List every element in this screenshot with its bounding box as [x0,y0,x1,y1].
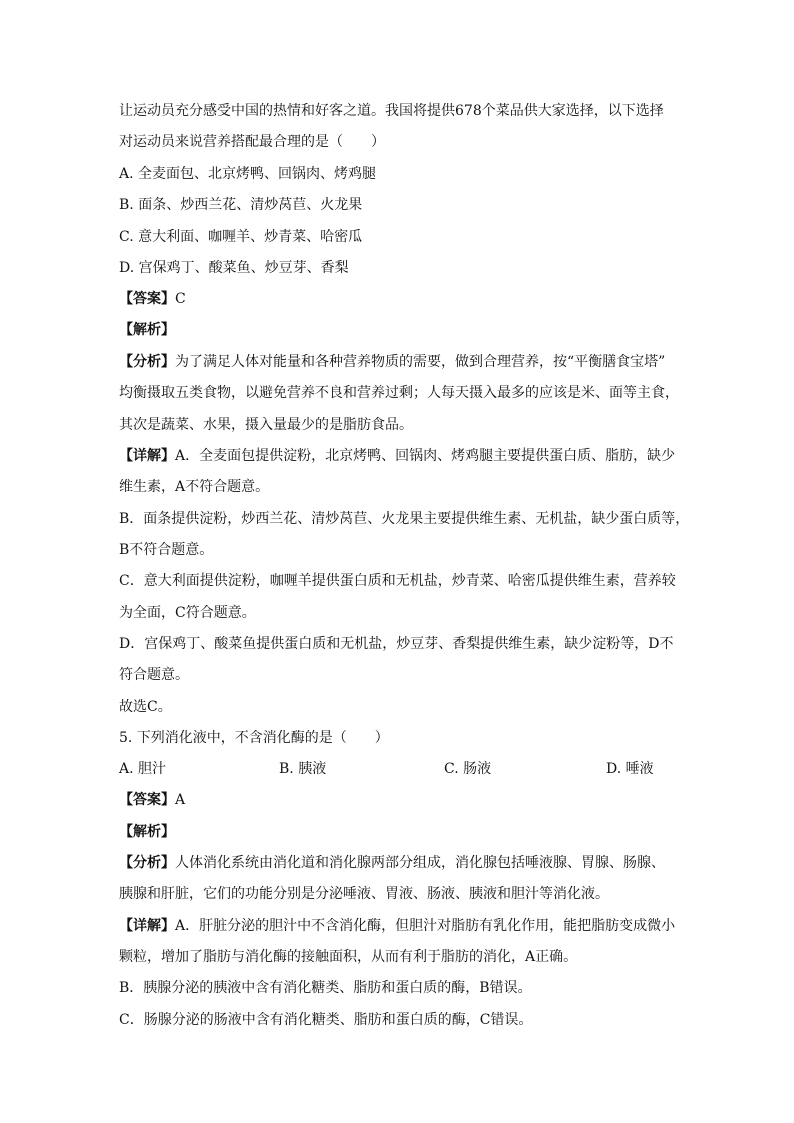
q4-answer-label: 【答案】 [119,291,175,307]
q4-conclusion: 故选C。 [119,699,172,715]
q5-xiangjie-line-2: 颗粒，增加了脂肪与消化酶的接触面积，从而有利于脂肪的消化，A正确。 [119,949,578,965]
q5-answer-value: A [175,792,186,808]
q5-option-a: A. 胆汁 [119,761,167,777]
q4-xiangjie-line-8: 符合题意。 [119,667,189,683]
q4-xiangjie-line-6: 为全面，C符合题意。 [119,605,256,621]
q4-xiangjie-label: 【详解】 [119,448,175,464]
q5-option-c: C. 肠液 [444,761,492,777]
q5-answer-label: 【答案】 [119,792,175,808]
q4-jiexi-label: 【解析】 [119,322,175,338]
q4-xiangjie-line-2: 维生素，A不符合题意。 [119,479,270,495]
q5-option-d: D. 唾液 [606,761,654,777]
q4-option-d: D. 宫保鸡丁、酸菜鱼、炒豆芽、香梨 [119,260,349,276]
q5-jiexi-label: 【解析】 [119,824,175,840]
q5-option-b: B. 胰液 [279,761,327,777]
q5-stem: 5. 下列消化液中，不含消化酶的是（ ） [119,730,389,746]
q5-xiangjie-text-1: A．肝脏分泌的胆汁中不含消化酶，但胆汁对脂肪有乳化作用，能把脂肪变成微小 [175,918,676,934]
q5-xiangjie-label: 【详解】 [119,918,175,934]
q5-answer [119,790,679,810]
q4-xiangjie-text-1: A．全麦面包提供淀粉，北京烤鸭、回锅肉、烤鸡腿主要提供蛋白质、脂肪，缺少 [175,448,676,464]
q4-fenxi-line-1 [119,352,679,372]
q4-fenxi-line-2: 均衡摄取五类食物，以避免营养不良和营养过剩；人每天摄入最多的应该是米、面等主食， [119,385,679,401]
q5-fenxi-text-1: 人体消化系统由消化道和消化腺两部分组成，消化腺包括唾液腺、胃腺、肠腺、 [175,855,665,871]
q4-answer-value: C [175,291,186,307]
q4-stem-line-2: 对运动员来说营养搭配最合理的是（ ） [119,134,385,150]
q4-fenxi-text-1: 为了满足人体对能量和各种营养物质的需要，做到合理营养，按“平衡膳食宝塔” [175,354,666,370]
q4-fenxi-line-3: 其次是蔬菜、水果，摄入量最少的是脂肪食品。 [119,417,413,433]
q5-fenxi-label: 【分析】 [119,855,175,871]
q4-option-a: A. 全麦面包、北京烤鸭、回锅肉、烤鸡腿 [119,166,377,182]
q4-fenxi-label: 【分析】 [119,354,175,370]
q4-xiangjie-line-3: B．面条提供淀粉，炒西兰花、清炒莴苣、火龙果主要提供维生素、无机盐，缺少蛋白质等， [119,511,690,527]
q5-xiangjie-line-4: C．肠腺分泌的肠液中含有消化糖类、脂肪和蛋白质的酶，C错误。 [119,1012,533,1028]
q5-xiangjie-line-3: B．胰腺分泌的胰液中含有消化糖类、脂肪和蛋白质的酶，B错误。 [119,980,532,996]
q4-xiangjie-line-5: C．意大利面提供淀粉，咖喱羊提供蛋白质和无机盐，炒青菜、哈密瓜提供维生素，营养较 [119,573,676,589]
q4-xiangjie-line-4: B不符合题意。 [119,542,214,558]
q4-option-c: C. 意大利面、咖喱羊、炒青菜、哈密瓜 [119,229,363,245]
q4-answer [119,289,679,309]
q4-option-b: B. 面条、炒西兰花、清炒莴苣、火龙果 [119,197,363,213]
q4-xiangjie-line-1 [119,446,679,466]
q4-xiangjie-line-7: D．宫保鸡丁、酸菜鱼提供蛋白质和无机盐，炒豆芽、香梨提供维生素，缺少淀粉等，D不 [119,636,674,652]
q5-fenxi-line-1 [119,853,679,873]
q5-xiangjie-line-1 [119,916,679,936]
q4-stem-line-1: 让运动员充分感受中国的热情和好客之道。我国将提供678个菜品供大家选择，以下选择 [119,103,664,119]
q5-fenxi-line-2: 胰腺和肝脏，它们的功能分别是分泌唾液、胃液、肠液、胰液和胆汁等消化液。 [119,886,609,902]
